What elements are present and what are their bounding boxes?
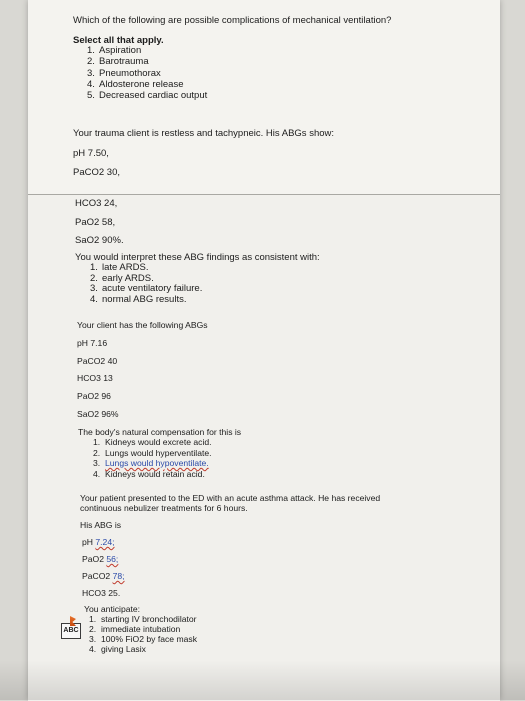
q4-paco2-value: 78; [112, 571, 125, 581]
q4-abg-label: His ABG is [80, 520, 122, 530]
abc-badge: ABC [61, 623, 81, 639]
q4-value-pao2: PaO2 56; [82, 554, 119, 564]
q1-option[interactable]: 1. Aspiration [87, 45, 142, 56]
q4-ph-value: 7.24; [95, 537, 115, 547]
q4-pao2-value: 56; [106, 554, 119, 564]
q2-option[interactable]: 2. early ARDS. [90, 272, 154, 284]
q2-question: You would interpret these ABG findings as consistent with: [75, 252, 320, 263]
q3-value-sao2: SaO2 96% [77, 409, 119, 419]
q1-option[interactable]: 5. Decreased cardiac output [87, 90, 208, 102]
q3-option[interactable]: 3. Lungs would hypoventilate. [93, 458, 209, 468]
q2-value-ph: pH 7.50, [73, 148, 109, 159]
q4-option[interactable]: 2. immediate intubation [89, 624, 181, 634]
q3-intro: Your client has the following ABGs [77, 320, 208, 330]
q4-option[interactable]: 1. starting IV bronchodilator [89, 614, 197, 624]
q1-question: Which of the following are possible complications of mechanical ventilation? [73, 15, 392, 26]
q2-option[interactable]: 3. acute ventilatory failure. [90, 283, 203, 294]
q3-option[interactable]: 4. Kidneys would retain acid. [93, 468, 205, 479]
q4-value-paco2: PaCO2 78; [82, 571, 125, 581]
q3-option[interactable]: 1. Kidneys would excrete acid. [93, 437, 212, 447]
q4-value-hco3: HCO3 25. [82, 588, 121, 598]
q4-question: You anticipate: [84, 604, 141, 614]
q3-value-ph: pH 7.16 [77, 338, 108, 348]
q2-value-pao2: PaO2 58, [75, 217, 116, 228]
q2-value-sao2: SaO2 90%. [75, 235, 124, 246]
q3-question: The body's natural compensation for this is [78, 427, 242, 437]
q3-options [93, 437, 212, 479]
q3-value-pao2: PaO2 96 [77, 391, 111, 401]
q3-value-hco3: HCO3 13 [77, 373, 113, 383]
q3-option[interactable]: 2. Lungs would hyperventilate. [93, 447, 212, 458]
q2-option[interactable]: 1. late ARDS. [90, 262, 149, 273]
q2-value-paco2: PaCO2 30, [73, 167, 120, 178]
q4-intro-line2: continuous nebulizer treatments for 6 hours. [80, 503, 248, 513]
q2-value-hco3: HCO3 24, [75, 198, 118, 209]
q1-option[interactable]: 3. Pneumothorax [87, 67, 161, 79]
q4-option[interactable]: 4. giving Lasix [89, 644, 146, 654]
q3-value-paco2: PaCO2 40 [77, 356, 118, 366]
q1-instruction: Select all that apply. [73, 35, 164, 46]
q2-options [90, 263, 202, 305]
q4-options [89, 614, 197, 654]
q1-options [87, 45, 207, 101]
q1-option[interactable]: 4. Aldosterone release [87, 78, 184, 90]
q2-option[interactable]: 4. normal ABG results. [90, 293, 187, 305]
q1-option[interactable]: 2. Barotrauma [87, 56, 149, 68]
q4-intro-line1: Your patient presented to the ED with an acute asthma attack. He has received [80, 493, 381, 503]
q4-value-ph: pH 7.24; [82, 537, 115, 547]
page-shadow [0, 660, 525, 700]
q2-intro: Your trauma client is restless and tachypneic. His ABGs show: [73, 128, 335, 139]
q4-option[interactable]: 3. 100% FiO2 by face mask [89, 634, 198, 644]
